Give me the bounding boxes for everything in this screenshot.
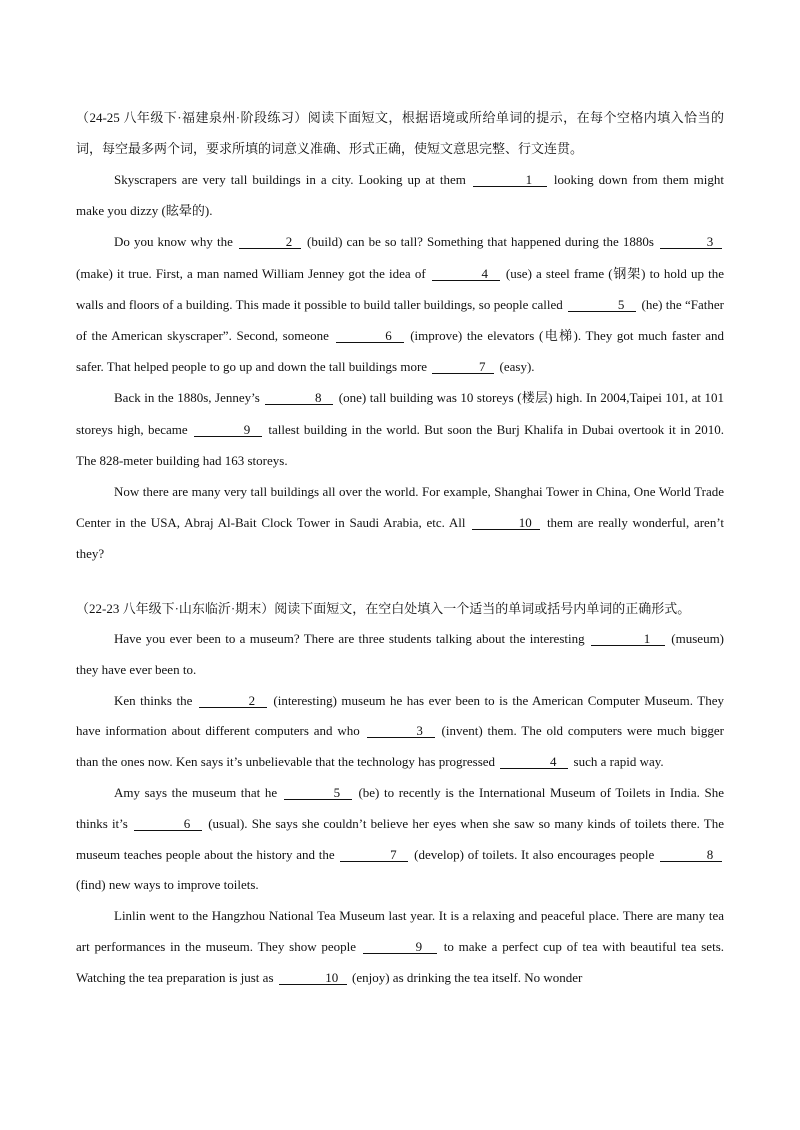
- blank-7[interactable]: 7: [340, 848, 408, 862]
- exercise-section-1: [76, 102, 724, 570]
- text: (build) can be so tall? Something that happened during the 1880s: [307, 234, 654, 250]
- section-2-instructions: （22-23 八年级下·山东临沂·期末）阅读下面短文，在空白处填入一个适当的单词或括号内单词的正确形式。: [76, 601, 691, 616]
- text: (improve) the elevators (电梯). They got much faster and safer. That helped people to go up and down the tall buildings more: [76, 328, 725, 375]
- text: (invent) them. The old computers were much bigger than the ones now. Ken says it’s unbelievable that the technology has progressed: [76, 723, 724, 770]
- text: Now there are many very tall buildings all over the world. For example, Shanghai Tower in China, One World Trade Center in the USA, Abraj Al-Bait Clock Tower in Saudi Arabia, etc. All: [76, 484, 724, 531]
- blank-2[interactable]: 2: [239, 235, 301, 249]
- blank-5[interactable]: 5: [568, 298, 636, 312]
- text: Back in the 1880s, Jenney’s: [114, 390, 260, 406]
- blank-8[interactable]: 8: [265, 391, 333, 405]
- text: (make) it true. First, a man named William Jenney got the idea of: [76, 265, 426, 281]
- text: (museum) they have ever been to.: [76, 631, 725, 677]
- text: Do you know why the: [114, 234, 233, 250]
- text: them are really wonderful, aren’t they?: [76, 515, 725, 562]
- text: Linlin went to the Hangzhou National Tea Museum last year. It is a relaxing and peaceful place. There are many tea art performances in the museum. They show people: [76, 908, 724, 954]
- text: Amy says the museum that he: [114, 784, 278, 800]
- blank-1[interactable]: 1: [591, 632, 665, 646]
- blank-6[interactable]: 6: [336, 329, 404, 343]
- blank-5[interactable]: 5: [284, 786, 352, 800]
- s2-paragraph-4: [76, 901, 724, 993]
- s2-paragraph-3: [76, 778, 724, 901]
- text: (enjoy) as drinking the tea itself. No wonder: [352, 969, 583, 985]
- s2-paragraph-1: [76, 624, 724, 686]
- text: looking down from them might make you dizzy (眩晕的).: [76, 172, 725, 219]
- s1-paragraph-3: [76, 382, 724, 476]
- s1-paragraph-2: [76, 226, 724, 382]
- blank-8[interactable]: 8: [660, 848, 722, 862]
- blank-3[interactable]: 3: [367, 724, 435, 738]
- text: (one) tall building was 10 storeys (楼层) high. In 2004,Taipei 101, at 101 storeys high, became: [76, 390, 724, 437]
- exercise-section-2: [76, 593, 724, 994]
- blank-9[interactable]: 9: [194, 423, 262, 437]
- blank-2[interactable]: 2: [199, 694, 267, 708]
- text: tallest building in the world. But soon the Burj Khalifa in Dubai overtook it in 2010. The 828-meter building had 163 storeys.: [76, 421, 725, 468]
- text: (easy).: [499, 359, 535, 375]
- text: (usual). She says she couldn’t believe her eyes when she saw so many kinds of toilets there. The museum teaches people about the history and the: [76, 815, 725, 862]
- text: (he) the “Father of the American skyscraper”. Second, someone: [76, 296, 724, 344]
- text: (develop) of toilets. It also encourages people: [414, 846, 655, 862]
- blank-7[interactable]: 7: [432, 360, 494, 374]
- s2-paragraph-2: [76, 686, 724, 778]
- blank-9[interactable]: 9: [363, 940, 437, 954]
- blank-4[interactable]: 4: [500, 755, 568, 769]
- blank-6[interactable]: 6: [134, 817, 202, 831]
- text: Ken thinks the: [114, 692, 193, 708]
- blank-10[interactable]: 10: [472, 516, 540, 530]
- blank-3[interactable]: 3: [660, 235, 722, 249]
- text: Have you ever been to a museum? There are three students talking about the interesting: [114, 631, 585, 646]
- text: such a rapid way.: [573, 754, 664, 770]
- section-1-instructions: （24-25 八年级下·福建泉州·阶段练习）阅读下面短文，根据语境或所给单词的提示，在每个空格内填入恰当的词，每空最多两个词，要求所填的词意义准确、形式正确，使短文意思完整、行文连贯。: [76, 110, 724, 156]
- blank-1[interactable]: 1: [473, 173, 547, 187]
- blank-10[interactable]: 10: [279, 971, 347, 985]
- s1-paragraph-1: [76, 164, 724, 226]
- text: (find) new ways to improve toilets.: [76, 877, 259, 893]
- text: (interesting) museum he has ever been to is the American Computer Museum. They have information about different computers and who: [76, 692, 725, 739]
- text: (be) to recently is the International Museum of Toilets in India. She thinks it’s: [76, 784, 724, 831]
- s1-paragraph-4: [76, 476, 724, 570]
- text: Skyscrapers are very tall buildings in a city. Looking up at them: [114, 172, 466, 187]
- text: to make a perfect cup of tea with beautiful tea sets. Watching the tea preparation is just as: [76, 938, 725, 985]
- blank-4[interactable]: 4: [432, 267, 500, 281]
- text: (use) a steel frame (钢架) to hold up the walls and floors of a building. This made it possible to build taller buildings, so people called: [76, 265, 725, 312]
